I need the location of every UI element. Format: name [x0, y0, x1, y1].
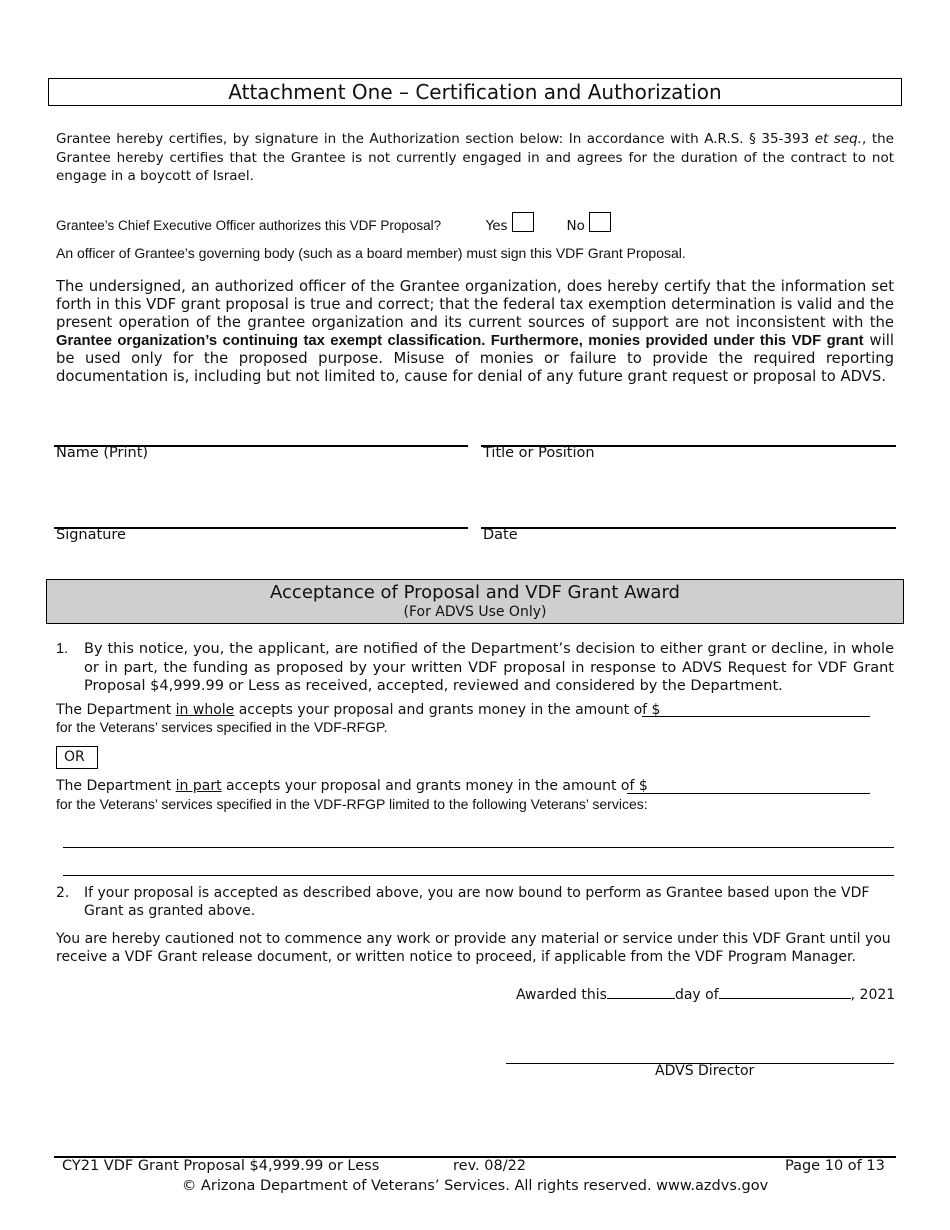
title-position-label: Title or Position: [483, 445, 595, 461]
certification-italic: et seq.: [814, 131, 863, 147]
in-whole-prefix: The Department: [56, 702, 176, 718]
awarded-this-label: Awarded this: [516, 987, 607, 1003]
director-label: ADVS Director: [655, 1063, 755, 1079]
awarded-month-field[interactable]: [719, 984, 851, 999]
in-whole-amount-field[interactable]: [642, 716, 870, 717]
undersigned-paragraph: [56, 278, 894, 386]
footer-page-number: Page 10 of 13: [785, 1158, 885, 1174]
certification-text-start: Grantee hereby certifies, by signature in the Authorization section below: In accordance with A.R.S. § 35-393: [56, 131, 815, 147]
in-part-services-line: for the Veterans’ services specified in the VDF-RFGP limited to the following Veterans’ services:: [56, 796, 648, 812]
awarded-date-line: [516, 984, 895, 1004]
caution-paragraph: You are hereby cautioned not to commence any work or provide any material or service under this VDF Grant until you receive a VDF Grant release document, or written notice to proceed, if applicable from the VDF Program Manager.: [56, 931, 891, 965]
yes-checkbox[interactable]: [512, 212, 534, 232]
in-part-prefix: The Department: [56, 778, 176, 794]
award-title: Acceptance of Proposal and VDF Grant Award: [270, 582, 680, 603]
signature-label: Signature: [56, 527, 126, 543]
or-box: [56, 746, 98, 769]
footer-doc-title: CY21 VDF Grant Proposal $4,999.99 or Less: [62, 1158, 380, 1174]
services-blank-line-2[interactable]: [63, 875, 894, 876]
item2-text: If your proposal is accepted as described above, you are now bound to perform as Grantee based upon the VDF Grant as granted above.: [84, 885, 870, 919]
day-of-label: day of: [674, 987, 719, 1003]
yes-label: Yes: [485, 218, 508, 234]
in-part-underlined: in part: [175, 778, 222, 794]
item2-number: 2.: [56, 885, 70, 901]
footer-copyright: © Arizona Department of Veterans’ Services. All rights reserved. www.azdvs.gov: [181, 1178, 769, 1194]
in-whole-suffix: accepts your proposal and grants money in the amount of $: [234, 702, 661, 718]
services-blank-line-1[interactable]: [63, 847, 894, 848]
name-print-label: Name (Print): [56, 445, 149, 461]
in-whole-line: [56, 701, 660, 719]
award-section-header: [46, 579, 904, 624]
undersigned-bold-text: Grantee organization’s continuing tax exempt classification. Furthermore, monies provided under this VDF grant: [56, 333, 864, 349]
date-line[interactable]: [481, 527, 896, 529]
in-part-line: [56, 777, 648, 795]
officer-note: An officer of Grantee’s governing body (such as a board member) must sign this VDF Grant Proposal.: [56, 245, 686, 261]
in-part-suffix: accepts your proposal and grants money in the amount of $: [221, 778, 648, 794]
certification-paragraph: [56, 130, 894, 186]
page-title-text: Attachment One – Certification and Authorization: [228, 80, 722, 104]
in-part-amount-field[interactable]: [627, 793, 870, 794]
in-whole-underlined: in whole: [175, 702, 235, 718]
award-subtitle: (For ADVS Use Only): [403, 604, 547, 620]
certification-text-end: , the Grantee hereby certifies that the Grantee is not currently engaged in and agrees for the duration of the contract to not engage in a boycott of Israel.: [56, 131, 894, 184]
ceo-authorization-row: [56, 212, 611, 235]
item1-number: 1.: [56, 641, 69, 657]
item1-text: By this notice, you, the applicant, are notified of the Department’s decision to either grant or decline, in whole or in part, the funding as proposed by your written VDF proposal in response to ADVS Request for VDF Grant Proposal $4,999.99 or Less as received, accepted, reviewed and considered by the Department.: [84, 641, 894, 694]
or-label: OR: [64, 749, 85, 765]
undersigned-text-start: The undersigned, an authorized officer of the Grantee organization, does hereby certify that the information set forth in this VDF grant proposal is true and correct; that the federal tax exemption determination is valid and the present operation of the grantee organization and its current sources of support are not inconsistent with the: [56, 278, 894, 331]
no-label: No: [566, 218, 585, 234]
footer-revision: rev. 08/22: [453, 1158, 527, 1174]
page-title: [48, 78, 902, 106]
undersigned-text-end: will be used only for the proposed purpose. Misuse of monies or failure to provide the required reporting documentation is, including but not limited to, cause for denial of any future grant request or proposal to ADVS.: [56, 332, 894, 385]
date-label: Date: [483, 527, 518, 543]
awarded-year: , 2021: [850, 987, 896, 1003]
ceo-question: Grantee’s Chief Executive Officer authorizes this VDF Proposal?: [56, 218, 442, 233]
awarded-day-field[interactable]: [607, 984, 675, 999]
in-whole-services-line: for the Veterans’ services specified in the VDF-RFGP.: [56, 719, 388, 735]
no-checkbox[interactable]: [589, 212, 611, 232]
